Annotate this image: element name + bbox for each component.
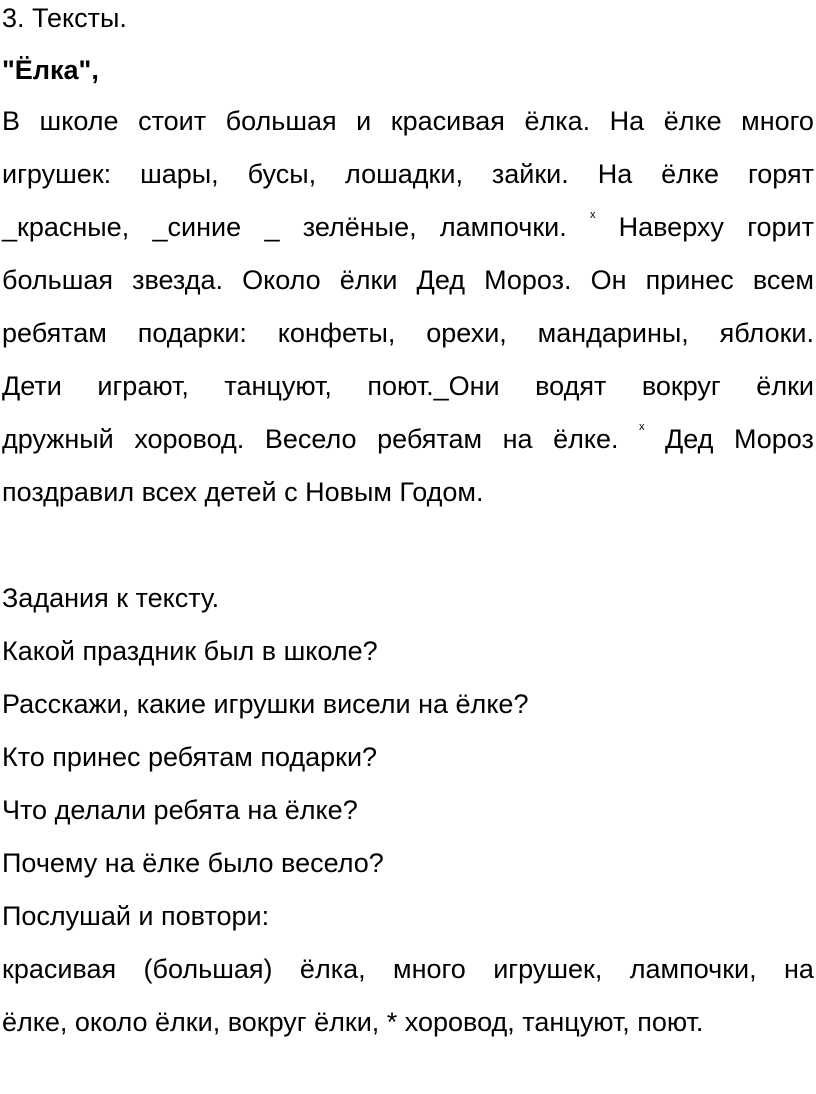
repeat-line	[2, 943, 814, 996]
story-paragraph	[2, 95, 814, 519]
word: Около	[242, 265, 321, 295]
word: школе	[39, 106, 119, 136]
word: много	[393, 954, 466, 984]
word: Дети	[2, 371, 62, 401]
word: бусы,	[247, 159, 317, 189]
word: Дед	[664, 424, 714, 454]
question-item: Кто принес ребятам подарки?	[2, 742, 378, 772]
word: зайки.	[491, 159, 569, 189]
word: мандарины,	[537, 318, 689, 348]
repeat-paragraph	[2, 943, 814, 1049]
word: В	[2, 106, 21, 136]
word: хоровод.	[134, 424, 245, 454]
question-item: Почему на ёлке было весело?	[2, 848, 384, 878]
word: танцуют,	[224, 371, 332, 401]
word: ёлки	[756, 371, 814, 401]
word: шары,	[140, 159, 219, 189]
word: орехи,	[426, 318, 507, 348]
word: _	[264, 212, 280, 242]
word: красивая	[2, 954, 117, 984]
word: лошадки,	[345, 159, 463, 189]
section-heading: 3. Тексты.	[2, 3, 127, 33]
question-item: Какой праздник был в школе?	[2, 636, 378, 666]
word: всем	[752, 265, 814, 295]
word: водят	[535, 371, 607, 401]
word: Мороз.	[484, 265, 572, 295]
word: большая	[2, 265, 114, 295]
word: на	[502, 424, 533, 454]
question-item: Что делали ребята на ёлке?	[2, 795, 358, 825]
word: красивая	[390, 106, 505, 136]
word: много	[741, 106, 814, 136]
word: горят	[748, 159, 814, 189]
word: ёлка.	[524, 106, 591, 136]
tasks-heading: Задания к тексту.	[2, 583, 220, 613]
question-item: Расскажи, какие игрушки висели на ёлке?	[2, 689, 529, 719]
word: на	[784, 954, 814, 984]
word: дружный	[2, 424, 114, 454]
word: лампочки.	[439, 212, 567, 242]
word: и	[356, 106, 372, 136]
repeat-line: ёлке, около ёлки, вокруг ёлки, * хоровод, танцуют, поют.	[2, 1007, 704, 1037]
word: звезда.	[132, 265, 223, 295]
word: Он	[590, 265, 627, 295]
word: Весело	[264, 424, 357, 454]
word: конфеты,	[277, 318, 396, 348]
tasks-section	[2, 572, 814, 1049]
word: _красные,	[2, 212, 130, 242]
word: ёлке	[661, 159, 720, 189]
word: ёлке.	[553, 424, 619, 454]
word: вокруг	[641, 371, 721, 401]
word: большая	[225, 106, 337, 136]
word: ёлки	[339, 265, 398, 295]
word: На	[597, 159, 633, 189]
story-title: "Ёлка",	[2, 55, 99, 85]
story-line	[2, 413, 814, 466]
word: (большая)	[143, 954, 273, 984]
repeat-heading: Послушай и повтори:	[2, 901, 270, 931]
word: На	[609, 106, 645, 136]
word: играют,	[97, 371, 189, 401]
story-line	[2, 95, 814, 148]
word: Наверху	[618, 212, 724, 242]
story-line	[2, 360, 814, 413]
story-line: поздравил всех детей с Новым Годом.	[2, 477, 484, 507]
word: зелёные,	[302, 212, 417, 242]
story-line	[2, 307, 814, 360]
word: ребятам	[377, 424, 483, 454]
word: поют._Они	[367, 371, 500, 401]
word: стоит	[138, 106, 207, 136]
cross-mark: ˣ	[590, 209, 596, 226]
word: ёлке	[663, 106, 722, 136]
word: подарки:	[137, 318, 247, 348]
story-line	[2, 201, 814, 254]
word: игрушек,	[493, 954, 603, 984]
questions-list	[2, 625, 814, 890]
word: ёлка,	[299, 954, 366, 984]
word: _синие	[152, 212, 242, 242]
cross-mark: ˣ	[639, 421, 645, 438]
word: принес	[645, 265, 734, 295]
word: лампочки,	[629, 954, 757, 984]
story-line	[2, 254, 814, 307]
word: горит	[747, 212, 814, 242]
word: Дед	[416, 265, 465, 295]
word: игрушек:	[2, 159, 112, 189]
blank-line	[2, 519, 814, 572]
word: Мороз	[733, 424, 814, 454]
word: яблоки.	[719, 318, 814, 348]
story-line	[2, 148, 814, 201]
word: ребятам	[2, 318, 107, 348]
